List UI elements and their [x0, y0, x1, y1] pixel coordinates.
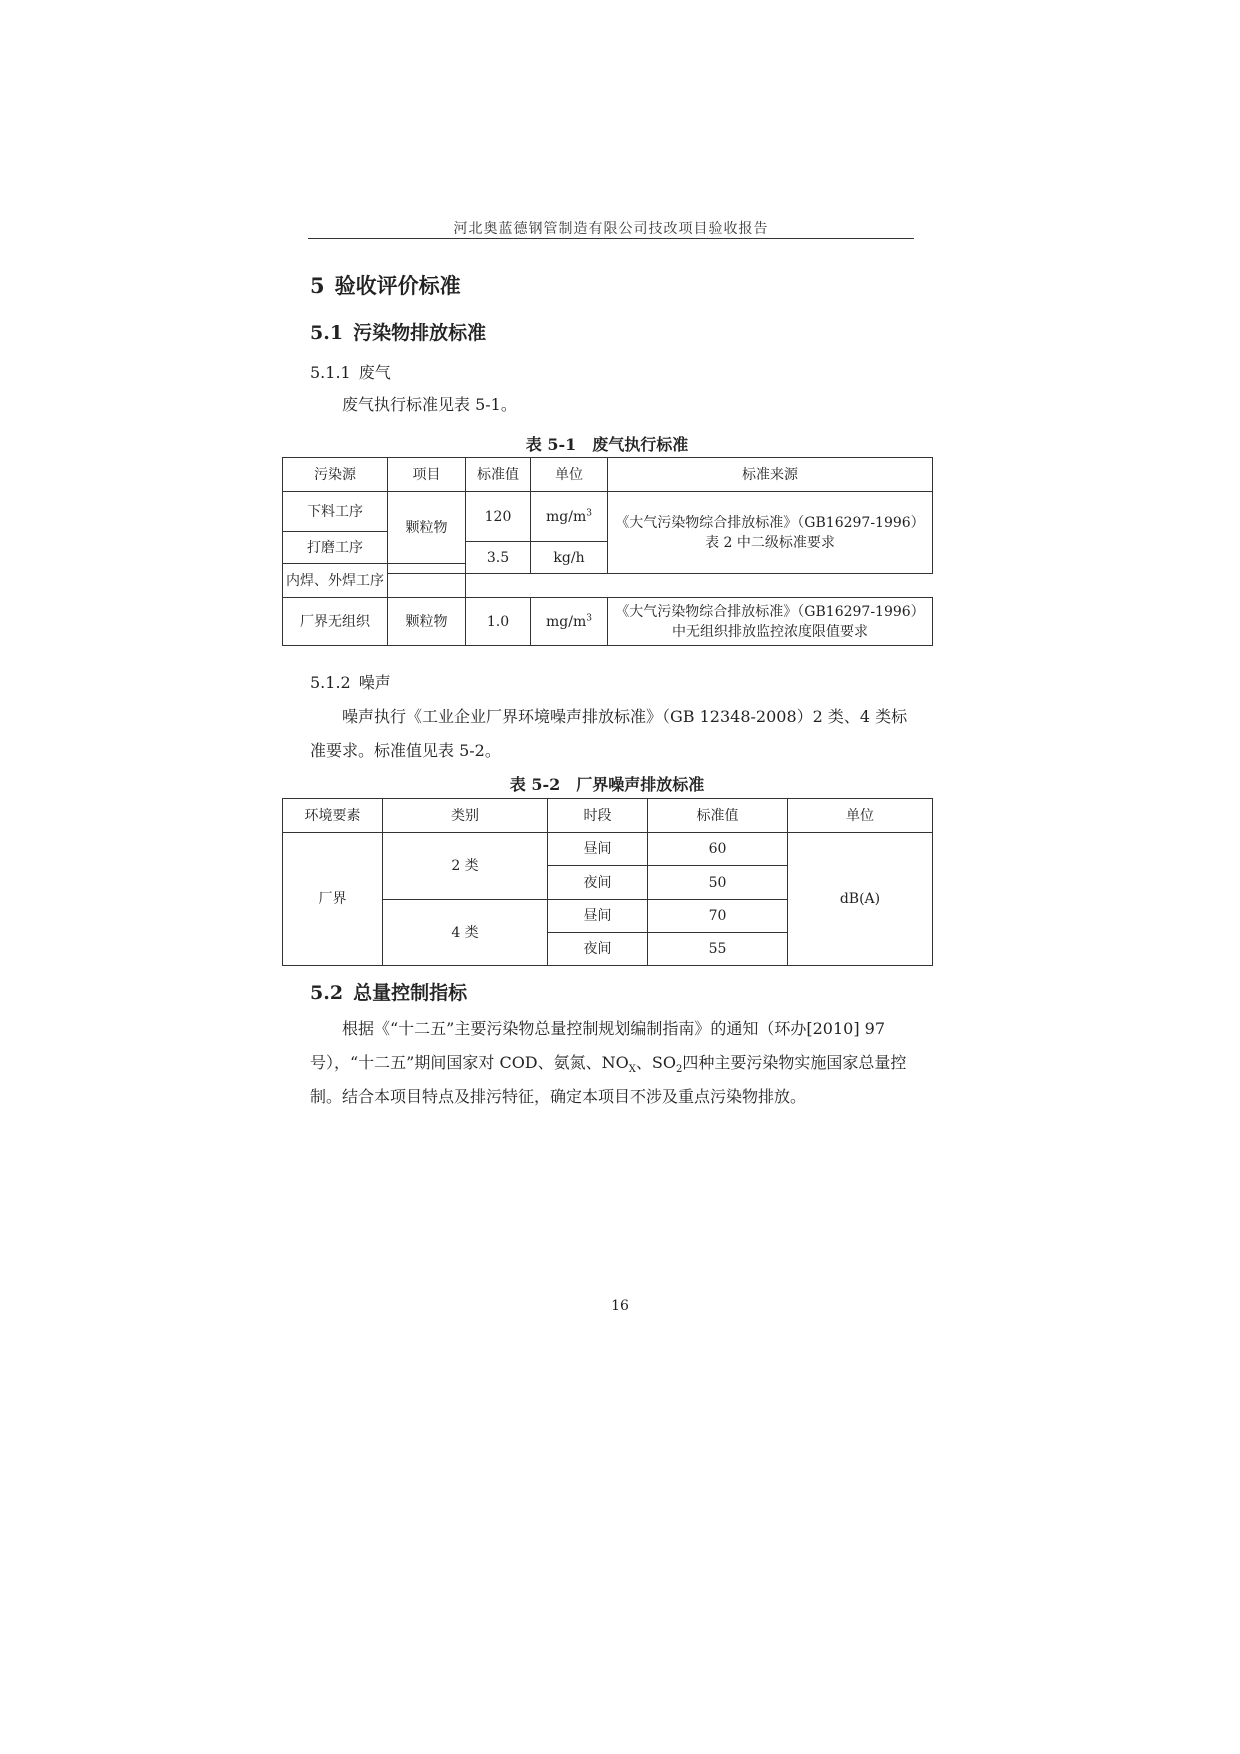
unit-cell: [531, 492, 608, 542]
header-cell: 类别: [383, 799, 548, 833]
paragraph-text: 四种主要污染物实施国家总量控制。结合本项目特点及排污特征，确定本项目不涉及重点污染物排放。: [310, 1053, 907, 1106]
section-5-2-heading: [310, 978, 467, 1005]
header-cell: 时段: [548, 799, 648, 833]
subscript: 2: [675, 1064, 683, 1076]
page-number: 16: [611, 1298, 629, 1314]
period-cell: 夜间: [548, 866, 648, 900]
noise-paragraph: 噪声执行《工业企业厂界环境噪声排放标准》（GB 12348-2008）2 类、4 类标准要求。标准值见表 5-2。: [310, 707, 908, 760]
class-cell: 2 类: [383, 833, 548, 900]
source-cell: 厂界无组织: [283, 598, 388, 646]
value-cell: 60: [648, 833, 788, 866]
header-cell: 污染源: [283, 458, 388, 492]
section-number: 5.1.1: [310, 363, 351, 382]
period-cell: 夜间: [548, 933, 648, 966]
table-header-row: [283, 458, 933, 492]
standard-source-line: 《大气污染物综合排放标准》（GB16297-1996）: [615, 514, 925, 531]
unit-cell: [531, 598, 608, 646]
unit-cell: dB(A): [788, 833, 933, 966]
section-title: 污染物排放标准: [353, 322, 487, 344]
unit-superscript: 3: [586, 507, 592, 518]
subscript: X: [628, 1064, 636, 1076]
paragraph-text: 根据《“十二五”主要污染物总量控制规划编制指南》的通知（环办[2010] 97 号），“十二五”期间国家对 COD、氨氮、NO: [310, 1019, 886, 1072]
section-5-1-heading: [310, 318, 486, 345]
value-cell: 70: [648, 900, 788, 933]
item-cell: 颗粒物: [388, 598, 466, 646]
standard-source-cell: [608, 492, 933, 574]
total-control-paragraph: [310, 1012, 915, 1114]
section-number: 5.2: [310, 982, 344, 1004]
unit-text: mg/m: [546, 613, 587, 630]
running-header: 河北奥蓝德钢管制造有限公司技改项目验收报告: [453, 221, 769, 237]
value-cell: 55: [648, 933, 788, 966]
header-cell: 环境要素: [283, 799, 383, 833]
period-cell: 昼间: [548, 833, 648, 866]
section-title: 废气: [358, 363, 391, 382]
waste-gas-intro: 废气执行标准见表 5-1。: [342, 395, 517, 414]
standard-source-line: 表 2 中二级标准要求: [705, 534, 835, 551]
section-5-1-1-heading: [310, 360, 391, 383]
standard-source-line: 《大气污染物综合排放标准》（GB16297-1996）: [615, 603, 925, 620]
source-cell: 打磨工序: [283, 532, 388, 564]
section-number: 5.1.2: [310, 673, 351, 692]
period-cell: 昼间: [548, 900, 648, 933]
value-cell: 50: [648, 866, 788, 900]
class-cell: 4 类: [383, 900, 548, 966]
unit-cell: kg/h: [531, 542, 608, 574]
section-title: 总量控制指标: [353, 982, 468, 1004]
section-5-1-2-heading: [310, 670, 391, 693]
value-cell: 1.0: [466, 598, 531, 646]
header-cell: 单位: [531, 458, 608, 492]
table-row: [283, 833, 933, 866]
header-cell: 标准值: [466, 458, 531, 492]
unit-text: mg/m: [546, 508, 587, 525]
header-cell: 标准值: [648, 799, 788, 833]
table-5-2-caption: 表 5-2 厂界噪声排放标准: [509, 775, 705, 794]
element-cell: 厂界: [283, 833, 383, 966]
section-title: 噪声: [358, 673, 391, 692]
header-cell: 项目: [388, 458, 466, 492]
section-number: 5.1: [310, 322, 344, 344]
table-5-2: [282, 798, 933, 966]
section-number: 5: [310, 273, 325, 298]
table-row: [283, 492, 933, 522]
table-5-1-caption: 表 5-1 废气执行标准: [525, 435, 689, 454]
section-5-heading: [310, 270, 461, 300]
standard-source-line: 中无组织排放监控浓度限值要求: [672, 623, 868, 640]
standard-source-cell: [608, 598, 933, 646]
value-cell: 120: [466, 492, 531, 542]
unit-superscript: 3: [586, 612, 592, 623]
header-divider: [308, 238, 914, 239]
header-cell: 标准来源: [608, 458, 933, 492]
table-header-row: [283, 799, 933, 833]
table-5-1: [282, 457, 933, 646]
source-cell: 下料工序: [283, 492, 388, 532]
paragraph-text: 、SO: [635, 1053, 676, 1072]
table-row: [283, 598, 933, 646]
header-cell: 单位: [788, 799, 933, 833]
item-cell: 颗粒物: [388, 492, 466, 564]
source-cell: 内焊、外焊工序: [283, 564, 388, 598]
value-cell: 3.5: [466, 542, 531, 574]
section-title: 验收评价标准: [334, 273, 461, 298]
